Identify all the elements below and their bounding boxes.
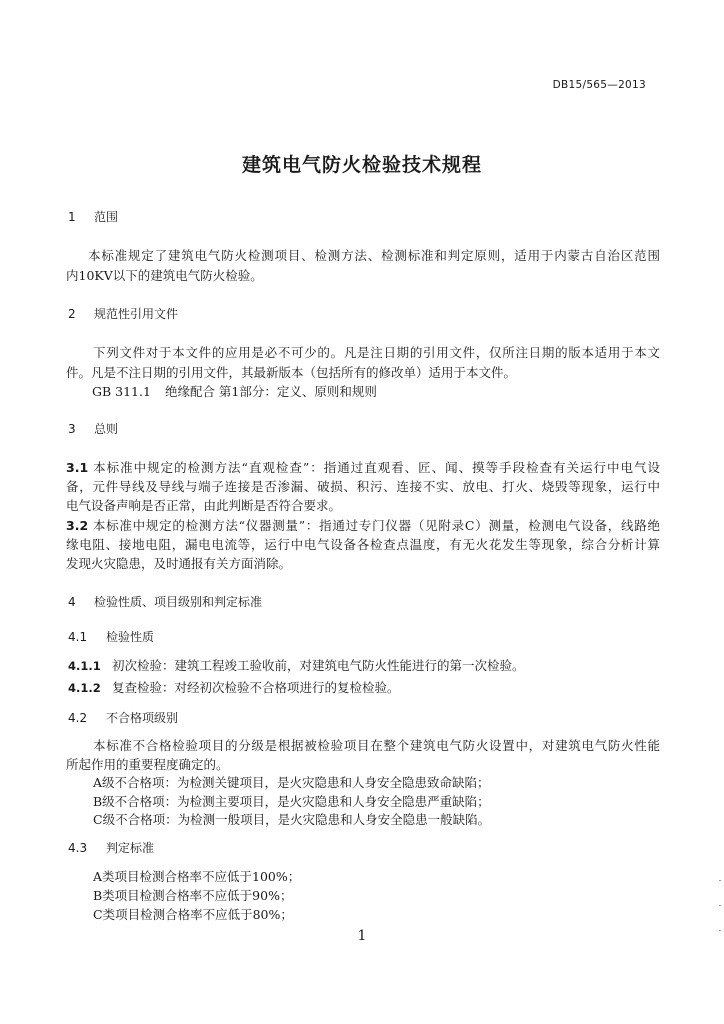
subsection-number: 4.1 xyxy=(68,630,88,644)
clause-number: 3.1 xyxy=(66,460,89,475)
subsection-heading-4-2 xyxy=(68,710,178,726)
subsection-number: 4.2 xyxy=(68,711,88,725)
subsection-title: 判定标准 xyxy=(106,841,155,855)
clause-text: 本标准中规定的检测方法“仪器测量”：指通过专门仪器（见附录C）测量，检测电气设备，线路绝 xyxy=(92,518,660,533)
section-title: 规范性引用文件 xyxy=(94,307,179,321)
section-number: 2 xyxy=(68,307,76,321)
scan-mark xyxy=(719,905,721,906)
grade-b-definition: B级不合格项：为检测主要项目，是火灾隐患和人身安全隐患严重缺陷； xyxy=(93,794,490,809)
paragraph-line: 发现火灾隐患，及时通报有关方面消除。 xyxy=(66,556,292,571)
section-title: 范围 xyxy=(94,210,119,224)
clause-number: 3.2 xyxy=(66,518,89,533)
scan-mark xyxy=(719,880,721,881)
section-title: 总则 xyxy=(94,422,119,436)
subsection-title: 不合格项级别 xyxy=(106,711,179,725)
paragraph-line: 件。凡是不注日期的引用文件，其最新版本（包括所有的修改单）适用于本文件。 xyxy=(66,365,517,380)
section-title: 检验性质、项目级别和判定标准 xyxy=(94,595,263,609)
subsection-number: 4.3 xyxy=(68,841,88,855)
criterion-a: A类项目检测合格率不应低于100%； xyxy=(93,869,301,884)
paragraph-line: 本标准规定了建筑电气防火检测项目、检测方法、检测标准和判定原则，适用于内蒙古自治区范围 xyxy=(88,248,660,263)
clause-number: 4.1.2 xyxy=(68,681,101,695)
grade-c-definition: C级不合格项：为检测一般项目，是火灾隐患和人身安全隐患一般缺陷。 xyxy=(93,812,491,827)
paragraph-line: 内10KV以下的建筑电气防火检验。 xyxy=(66,268,263,283)
paragraph-line: 电气设备声响是否正常，由此判断是否符合要求。 xyxy=(66,498,342,513)
subsection-heading-4-3 xyxy=(68,840,154,856)
criterion-b: B类项目检测合格率不应低于90%； xyxy=(93,888,293,903)
page-number: 1 xyxy=(357,928,367,944)
section-heading-3 xyxy=(68,421,118,437)
paragraph-line: 所起作用的重要程度确定的。 xyxy=(66,757,229,772)
clause-3-1-line xyxy=(66,460,660,476)
criterion-c: C类项目检测合格率不应低于80%； xyxy=(93,907,293,922)
paragraph-line: 缘电阻、接地电阻，漏电电流等，运行中电气设备各检查点温度，有无火花发生等现象，综合分析计算 xyxy=(66,537,660,552)
reference-title: 绝缘配合 第1部分：定义、原则和规则 xyxy=(164,384,377,399)
section-number: 1 xyxy=(68,210,76,224)
section-heading-2 xyxy=(68,306,178,322)
section-number: 3 xyxy=(68,422,76,436)
normative-reference xyxy=(92,384,377,400)
reference-code: GB 311.1 xyxy=(92,384,151,399)
standard-number: DB15/565—2013 xyxy=(552,79,646,91)
paragraph-line: 下列文件对于本文件的应用是必不可少的。凡是注日期的引用文件，仅所注日期的版本适用于本文 xyxy=(93,345,660,360)
subsection-heading-4-1 xyxy=(68,629,154,645)
clause-3-2-line xyxy=(66,518,660,534)
document-title: 建筑电气防火检验技术规程 xyxy=(241,154,482,176)
clause-text: 复查检验：对经初次检验不合格项进行的复检检验。 xyxy=(112,680,400,695)
section-number: 4 xyxy=(68,595,76,609)
clause-text: 本标准中规定的检测方法“直观检查”：指通过直观看、匠、闻、摸等手段检查有关运行中电气设 xyxy=(93,460,660,475)
section-heading-4 xyxy=(68,594,262,610)
clause-text: 初次检验：建筑工程竣工验收前，对建筑电气防火性能进行的第一次检验。 xyxy=(112,658,525,673)
section-heading-1 xyxy=(68,209,118,225)
clause-number: 4.1.1 xyxy=(68,659,101,673)
clause-4-1-2 xyxy=(68,680,400,696)
scan-mark xyxy=(719,930,721,931)
paragraph-line: 本标准不合格检验项目的分级是根据被检验项目在整个建筑电气防火设置中，对建筑电气防火性能 xyxy=(93,738,660,753)
grade-a-definition: A级不合格项：为检测关键项目，是火灾隐患和人身安全隐患致命缺陷； xyxy=(93,775,490,790)
subsection-title: 检验性质 xyxy=(106,630,155,644)
clause-4-1-1 xyxy=(68,658,525,674)
paragraph-line: 备，元件导线及导线与端子连接是否渗漏、破损、积污、连接不实、放电、打火、烧毁等现象，运行中 xyxy=(66,479,660,494)
